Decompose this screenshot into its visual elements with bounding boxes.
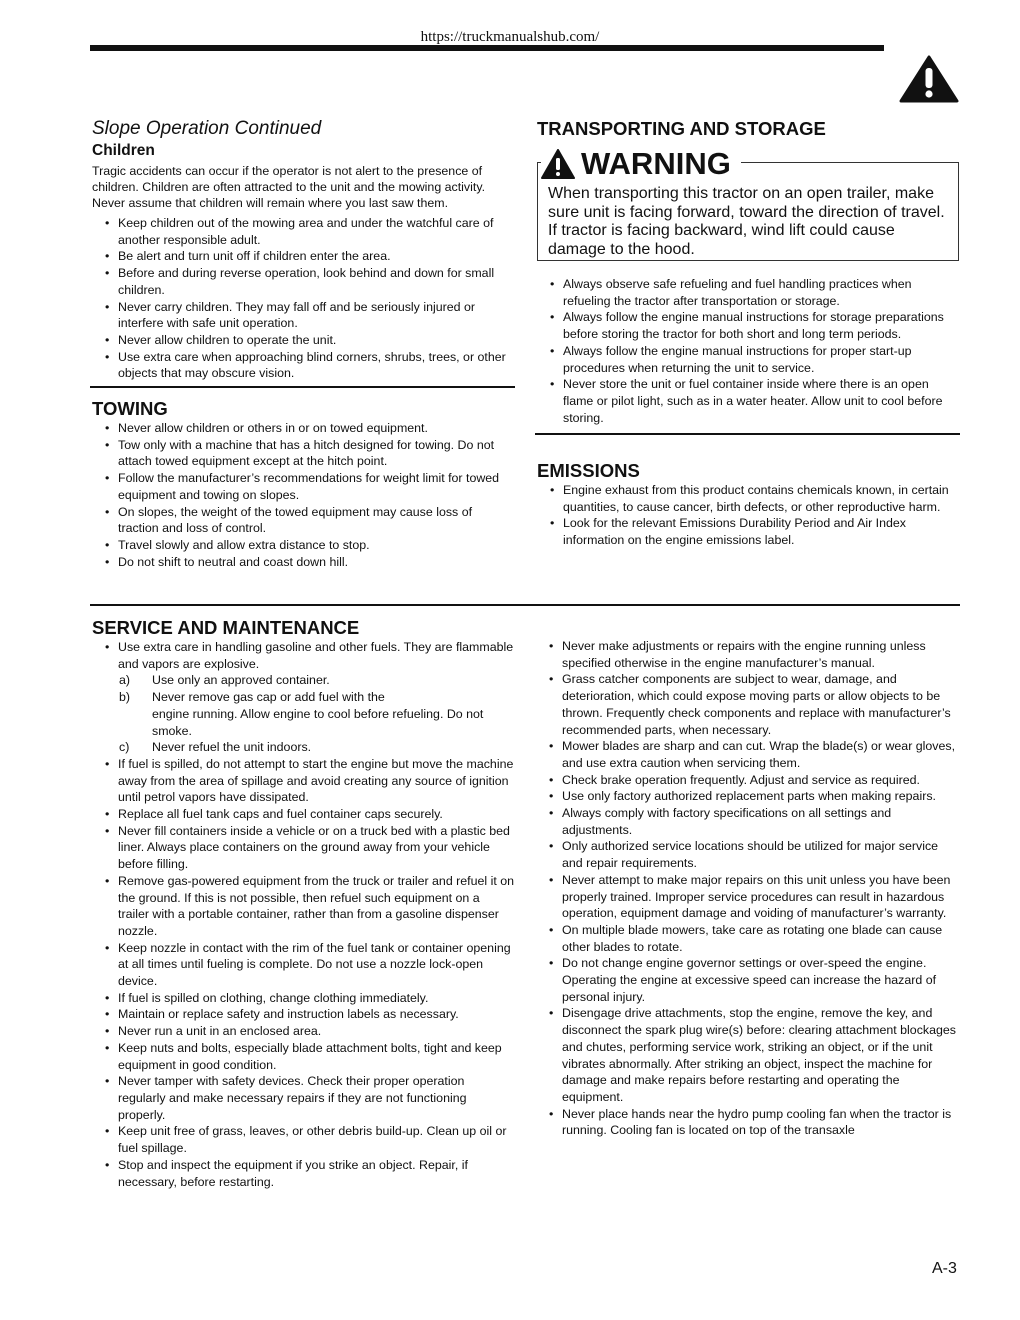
- warning-triangle-icon: [899, 55, 959, 103]
- list-item: • Disengage drive attachments, stop the engine, remove the key, and disconnect the spark plug wire(s) before: clearing attachment blockages and chutes, performing service work, striking an object, or if the unit vibrates abnormally. After striking an object, inspect the machine for damage and make repairs before restarting and operating the equipment.: [536, 1005, 960, 1105]
- list-item: • Keep nuts and bolts, especially blade attachment bolts, tight and keep equipment in good condition.: [92, 1040, 514, 1073]
- sub-item: c) Never refuel the unit indoors.: [119, 740, 312, 755]
- section-divider: [90, 386, 515, 388]
- list-item: • Do not shift to neutral and coast down hill.: [92, 554, 514, 571]
- list-item: • If fuel is spilled, do not attempt to start the engine but move the machine away from the area of spillage and avoid creating any source of ignition until petrol vapors have dissipated.: [92, 756, 514, 806]
- list-item: • Never allow children or others in or on towed equipment.: [92, 420, 514, 437]
- list-item: • Never place hands near the hydro pump cooling fan when the tractor is running. Cooling fan is located on top of the transaxle: [536, 1106, 960, 1139]
- list-item: • Engine exhaust from this product contains chemicals known, in certain quantities, to cause cancer, birth defects, or other reproductive harm.: [537, 482, 959, 515]
- list-item: • Maintain or replace safety and instruction labels as necessary.: [92, 1006, 514, 1023]
- slope-title: Slope Operation Continued: [92, 118, 322, 139]
- service-title: SERVICE AND MAINTENANCE: [92, 617, 360, 638]
- sub-item: a) Use only an approved container.: [119, 673, 330, 688]
- list-item: • Never allow children to operate the unit.: [92, 332, 514, 349]
- service-left-column: [92, 617, 514, 1190]
- list-item: • Use extra care when approaching blind corners, shrubs, trees, or other objects that may obscure vision.: [92, 349, 514, 382]
- list-item: • Never store the unit or fuel container inside where there is an open flame or pilot light, such as in a water heater. Allow unit to cool before storing.: [537, 376, 959, 426]
- section-divider: [90, 604, 960, 606]
- warning-label: WARNING: [581, 146, 731, 181]
- service-list-left-2: [92, 756, 514, 1190]
- list-item: • Keep unit free of grass, leaves, or other debris build-up. Clean up oil or fuel spillage.: [92, 1123, 514, 1156]
- list-item: • Always follow the engine manual instructions for proper start-up procedures when returning the unit to service.: [537, 343, 959, 376]
- service-list-left: [92, 639, 514, 672]
- service-right-column: [536, 638, 960, 1139]
- list-item: • Never tamper with safety devices. Check their proper operation regularly and make necessary repairs if they are not functioning properly.: [92, 1073, 514, 1123]
- list-item: • Stop and inspect the equipment if you strike an object. Repair, if necessary, before restarting.: [92, 1157, 514, 1190]
- towing-title: TOWING: [92, 398, 168, 419]
- emissions-title: EMISSIONS: [537, 460, 640, 481]
- list-item: • Always observe safe refueling and fuel handling practices when refueling the tractor after transportation or storage.: [537, 276, 959, 309]
- list-item: • Keep children out of the mowing area and under the watchful care of another responsible adult.: [92, 215, 514, 248]
- list-item: • Mower blades are sharp and can cut. Wrap the blade(s) or wear gloves, and use extra caution when servicing them.: [536, 738, 960, 771]
- transport-list: [537, 276, 959, 426]
- children-list: [92, 215, 514, 382]
- list-item: • Replace all fuel tank caps and fuel container caps securely.: [92, 806, 514, 823]
- list-item: • Never run a unit in an enclosed area.: [92, 1023, 514, 1040]
- warning-icon: [541, 149, 575, 179]
- list-item: • Be alert and turn unit off if children enter the area.: [92, 248, 514, 265]
- list-item: • On multiple blade mowers, take care as rotating one blade can cause other blades to rotate.: [536, 922, 960, 955]
- list-item: • Always follow the engine manual instructions for storage preparations before storing the tractor for both short and long term periods.: [537, 309, 959, 342]
- list-item: • Tow only with a machine that has a hitch designed for towing. Do not attach towed equipment except at the hitch point.: [92, 437, 514, 470]
- list-item: • Follow the manufacturer’s recommendations for weight limit for towed equipment and towing on slopes.: [92, 470, 514, 503]
- slope-section: [92, 118, 514, 382]
- header-rule: [90, 45, 884, 51]
- list-item: • Travel slowly and allow extra distance to stop.: [92, 537, 514, 554]
- towing-section: [92, 398, 514, 570]
- list-item: • Use extra care in handling gasoline and other fuels. They are flammable and vapors are explosive.: [92, 639, 514, 672]
- emissions-list: [537, 482, 959, 549]
- list-item: • Only authorized service locations should be utilized for major service and repair requirements.: [536, 838, 960, 871]
- sub-item: engine running. Allow engine to cool before refueling. Do not smoke.: [152, 706, 484, 738]
- list-item: • Do not change engine governor settings or over-speed the engine. Operating the engine at excessive speed can increase the hazard of personal injury.: [536, 955, 960, 1005]
- list-item: • Never make adjustments or repairs with the engine running unless specified otherwise in the engine manufacturer’s manual.: [536, 638, 960, 671]
- list-item: • Use only factory authorized replacement parts when making repairs.: [536, 788, 960, 805]
- list-item: • On slopes, the weight of the towed equipment may cause loss of traction and loss of control.: [92, 504, 514, 537]
- page-number: A-3: [932, 1260, 957, 1277]
- transport-title: TRANSPORTING AND STORAGE: [537, 118, 826, 139]
- emissions-section: [537, 460, 959, 549]
- list-item: • Look for the relevant Emissions Durability Period and Air Index information on the engine emissions label.: [537, 515, 959, 548]
- list-item: • Never fill containers inside a vehicle or on a truck bed with a plastic bed liner. Always place containers on the ground away from your vehicle before filling.: [92, 823, 514, 873]
- children-intro: Tragic accidents can occur if the operator is not alert to the presence of children. Children are often attracted to the unit and the mowing activity. Never assume that children will remain where you last saw them.: [92, 164, 486, 210]
- list-item: • Keep nozzle in contact with the rim of the fuel tank or container opening at all times until fueling is complete. Do not use a nozzle lock-open device.: [92, 940, 514, 990]
- list-item: • Check brake operation frequently. Adjust and service as required.: [536, 772, 960, 789]
- list-item: • Always comply with factory specifications on all settings and adjustments.: [536, 805, 960, 838]
- children-heading: Children: [92, 142, 155, 159]
- list-item: • If fuel is spilled on clothing, change clothing immediately.: [92, 990, 514, 1007]
- service-list-right: [536, 638, 960, 1139]
- transport-list-wrap: [537, 276, 959, 426]
- towing-list: [92, 420, 514, 570]
- list-item: • Never carry children. They may fall off and be seriously injured or interfere with safe unit operation.: [92, 299, 514, 332]
- source-url: https://truckmanualshub.com/: [420, 29, 600, 45]
- sub-item: b) Never remove gas cap or add fuel with the: [119, 690, 385, 705]
- list-item: • Remove gas-powered equipment from the truck or trailer and refuel it on the ground. If this is not possible, then refuel such equipment on a trailer with a portable container, rather than from a gasoline dispenser nozzle.: [92, 873, 514, 940]
- list-item: • Grass catcher components are subject to wear, damage, and deterioration, which could expose moving parts or allow objects to be thrown. Frequently check components and replace with manufacturer’s recommended parts, when necessary.: [536, 671, 960, 738]
- section-divider: [535, 433, 960, 435]
- list-item: • Before and during reverse operation, look behind and down for small children.: [92, 265, 514, 298]
- warning-header: [541, 146, 741, 182]
- list-item: • Never attempt to make major repairs on this unit unless you have been properly trained. Improper service procedures can result in hazardous operation, equipment damage and voiding of manufacturer’s warranty.: [536, 872, 960, 922]
- warning-text: When transporting this tractor on an open trailer, make sure unit is facing forward, toward the direction of travel. If tractor is facing backward, wind lift could cause damage to the hood.: [548, 185, 945, 258]
- transport-header: [537, 118, 959, 140]
